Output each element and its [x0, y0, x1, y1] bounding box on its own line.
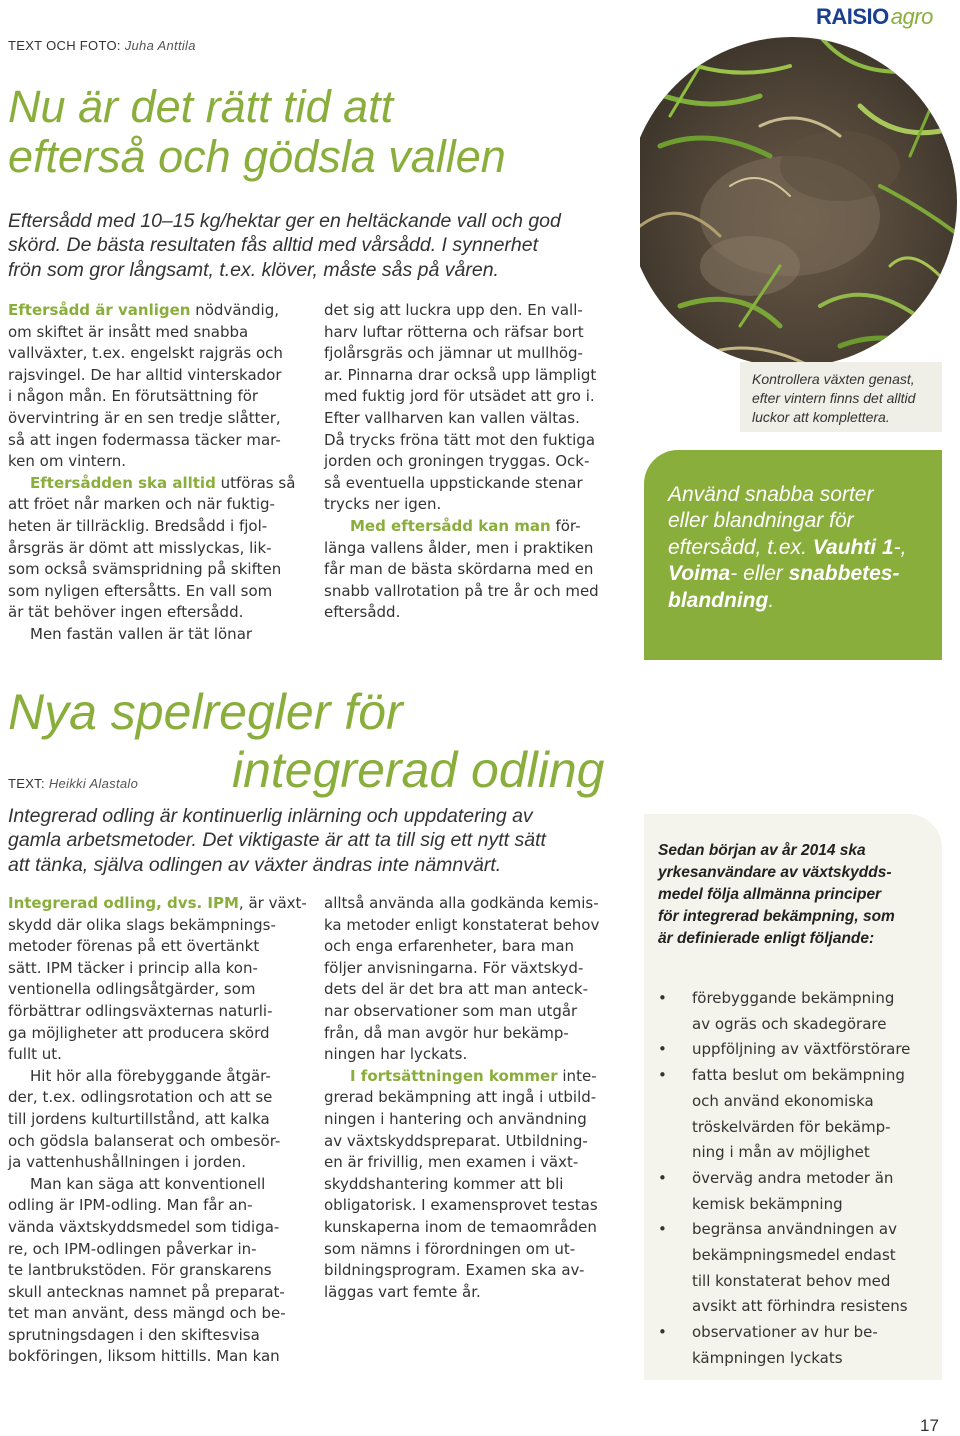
- article2-column-2: [324, 893, 634, 1303]
- paragraph: Hit hör alla förebyggande åtgär- der, t.ex. odlingsrotation och att se till jordens kulturtillstånd, att kalka och gödsla balanserat och ombesör- ja vattenhushållningen i jorden.: [8, 1066, 281, 1172]
- raisio-agro-logo: RAISIOagro: [816, 4, 933, 29]
- list-item: • fatta beslut om bekämpning och använd ekonomiska tröskelvärden för bekämp- ning i mån av möjlighet: [658, 1063, 920, 1166]
- paragraph: alltså använda alla godkända kemis- ka metoder enligt konstaterat behov och enga erfarenheter, bara man följer anvisningarna. För växtskyd- dets del är det bra att man anteck- nar observationer som man utgår från, då man avgör hur bekämp- ningen har lyckats.: [324, 894, 600, 1064]
- paragraph: Med eftersådd kan man för- länga vallens ålder, men i praktiken får man de bästa skördarna med en snabb vallrotation på tre år och med eftersådd.: [324, 516, 599, 622]
- photo-caption: Kontrollera växten genast, efter vintern finns det alltid luckor att komplettera.: [740, 362, 942, 432]
- article2-title-line2: integrerad odling: [232, 742, 605, 798]
- paragraph: Eftersådd är vanligen nödvändig, om skiftet är insått med snabba vallväxter, t.ex. engelskt rajgräs och rajsvingel. De har alltid vinterskador i någon mån. En förutsättning för övervintring är en sen tredje slåtter, så att ingen fodermassa täcker mar- ken om vintern.: [8, 301, 283, 471]
- principles-list: [658, 986, 920, 1372]
- article1-title: Nu är det rätt tid att efterså och gödsla vallen: [8, 81, 506, 183]
- list-item: • överväg andra metoder än kemisk bekämpning: [658, 1166, 920, 1217]
- paragraph: Man kan säga att konventionell odling är IPM-odling. Man får an- vända växtskyddsmedel som tidiga- re, och IPM-odlingen påverkar in- te lantbrukstöden. För granskarens skull antecknas namnet på preparat- tet man använt, dess mängd och be- sprutningsdagen i den skiftesvisa bokföringen, liksom hittills. Man kan: [8, 1174, 286, 1366]
- article1-credit: TEXT OCH FOTO: Juha Anttila: [8, 38, 196, 53]
- tip-box: Använd snabba sorter eller blandningar för eftersådd, t.ex. Vauhti 1-, Voima- eller snabbetes- blandning.: [644, 450, 942, 660]
- list-item: • observationer av hur be- kämpningen lyckats: [658, 1320, 920, 1371]
- paragraph: Men fastän vallen är tät lönar: [30, 624, 253, 643]
- article1-lead: Eftersådd med 10–15 kg/hektar ger en heltäckande vall och god skörd. De bästa resultaten fås alltid med vårsådd. I synnerhet frön som gror långsamt, t.ex. klöver, måste sås på våren.: [8, 210, 561, 281]
- list-item: • begränsa användningen av bekämpningsmedel endast till konstaterat behov med avsikt att förhindra resistens: [658, 1217, 920, 1320]
- paragraph: I fortsättningen kommer inte- grerad bekämpning att ingå i utbild- ningen i hantering och användning av växtskyddspreparat. Utbildning- en är frivillig, men examen i växt- skyddshantering kommer att bli obligatorisk. I examensprovet testas kunskaperna inom de temaområden som nämns i förordningen om ut- bildningsprogram. Examen ska av- läggas vart femte år.: [324, 1066, 598, 1301]
- paragraph: Eftersådden ska alltid utföras så att fröet når marken och när fuktig- heten är tillräcklig. Bredsådd i fjol- årsgräs är dömt att misslyckas, lik- som också svämspridning på skiften som nyligen eftersåtts. En vall som är tät behöver ingen eftersådd.: [8, 473, 296, 622]
- grass-photo: [640, 26, 960, 376]
- list-item: • förebyggande bekämpning av ogräs och skadegörare: [658, 986, 920, 1037]
- article1-column-2: [324, 300, 634, 624]
- paragraph: Integrerad odling, dvs. IPM, är växt- skydd där olika slags bekämpnings- metoder förenas på ett övertänkt sätt. IPM täcker i princip alla kon- ventionella odlingsåtgärder, som förbättrar odlingsväxternas naturli- ga möjligheter att producera skörd fullt ut.: [8, 894, 307, 1064]
- article2-title-line1: Nya spelregler för: [8, 684, 403, 740]
- list-item: • uppföljning av växtförstörare: [658, 1037, 920, 1063]
- paragraph: det sig att luckra upp den. En vall- harv luftar rötterna och räfsar bort fjolårsgräs och jämnar ut mullhög- ar. Pinnarna drar också upp lämpligt med fuktig jord för utsädet att gro i. Efter vallharven kan vallen vältas. Då trycks fröna tätt mot den fuktiga jorden och groningen tryggas. Ock- så eventuella uppstickande stenar trycks ner igen.: [324, 301, 597, 514]
- box-intro: Sedan början av år 2014 ska yrkesanvändare av växtskydds- medel följa allmänna principer för integrerad bekämpning, som är definierade enligt följande:: [658, 842, 895, 947]
- ipm-principles-box: [644, 814, 942, 1380]
- article2-lead: Integrerad odling är kontinuerlig inlärning och uppdatering av gamla arbetsmetoder. Det viktigaste är att ta till sig ett nytt sätt att tänka, själva odlingen av växter ändras inte nämnvärt.: [8, 805, 546, 876]
- article2-credit: TEXT: Heikki Alastalo: [8, 776, 139, 791]
- page-number: 17: [920, 1416, 939, 1435]
- article2-column-1: [8, 893, 308, 1368]
- article1-column-1: [8, 300, 308, 646]
